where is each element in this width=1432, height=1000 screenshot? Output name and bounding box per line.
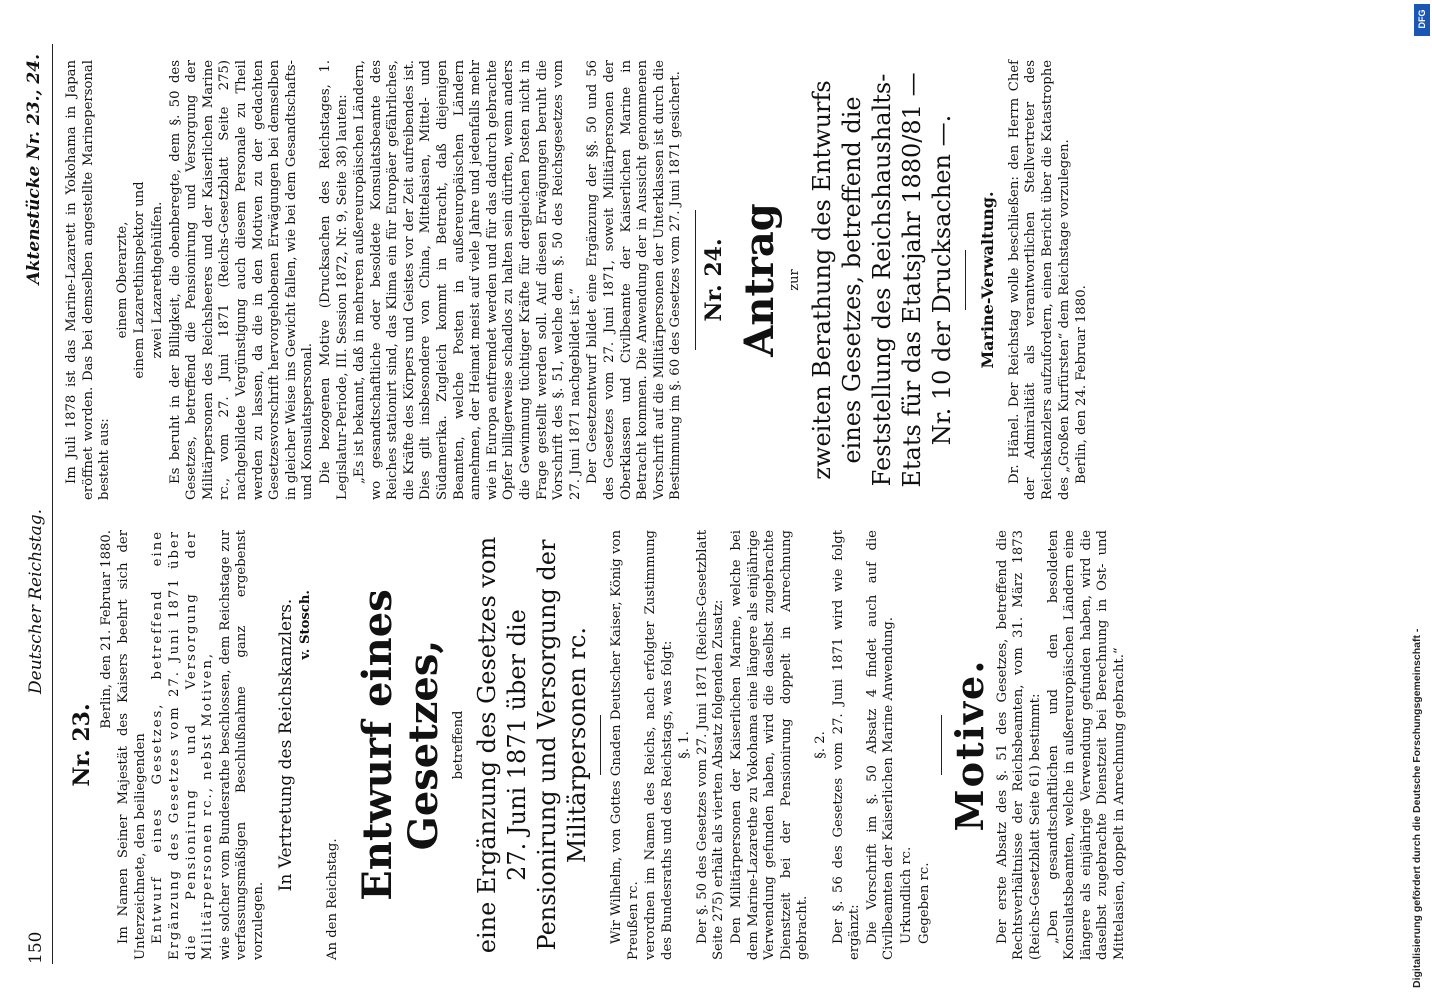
dfg-logo-text: DFG [1417,9,1427,29]
quoted-motive-paragraph: „Es ist bekannt, daß in mehreren außereuropäischen Ländern, wo gesandtschaftliche oder besoldete Konsulatsbeamte des Reiches stationirt sind, das Klima ein für Europäer gefährliches, die Kräfte des Körpers und Geistes vor der Zeit aufreibendes ist. Dies gilt insbesondere von China, Mittelasien, Mittel- und Südamerika. Zugleich kommt in Betracht, daß diejenigen Beamten, welche Posten in außereuropäischen Ländern annehmen, der Heimat meist auf viele Jahre und jedenfalls mehr wie in Europa entfremdet werden und für das dadurch gebrachte Opfer billigerweise schadlos zu halten sein dürften, wenn anders die Gewinnung tüchtiger Kräfte für dergleichen Posten nicht in Frage gestellt werden soll. Auf diesen Erwägungen beruht die Vorschrift des §. 51, welche dem §. 50 des Reichsgesetzes vom 27. Juni 1871 nachgebildet ist.“ [352,60,583,500]
staff-item: einem Oberarzte, [114,221,130,339]
preamble-continued: verordnen im Namen des Reichs, nach erfolgter Zustimmung des Bundesraths und des Reichstags, was folgt: [643,530,675,960]
marine-heading: Marine-Verwaltung. [978,191,998,369]
section-2-quote: Die Vorschrift im §. 50 Absatz 4 findet auch auf die Civilbeamten der Kaiserlichen Marine Anwendung. [864,530,897,960]
lazarett-paragraph: Im Juli 1878 ist das Marine-Lazarett in Yokohama in Japan eröffnet worden. Das bei demselben angestellte Marinepersonal besteht aus: [64,60,113,500]
section-1-text: Der §. 50 des Gesetzes vom 27. Juni 1871 (Reichs-Gesetzblatt Seite 275) erhält als vierten Absatz folgenden Zusatz: [694,530,727,960]
addressee: An den Reichstag. [324,838,340,960]
divider [941,715,942,775]
vertretung-line: In Vertretung des Reichskanzlers. [275,598,296,892]
gegeben: Gegeben rc. [916,862,932,944]
antrag-zur: zur [786,269,802,291]
section-1-quote: Den Militärpersonen der Kaiserlichen Marine, welche bei dem Marine-Lazarethe zu Yokohama eine längere als einjährige Verwendung gefunden haben, wird die daselbst zugebrachte Dienstzeit bei der Pensionirung doppelt in Anrechnung gebracht. [729,530,811,960]
section-1-heading: §. 1. [677,731,693,759]
dfg-logo [1414,4,1430,36]
draft-subtitle: betreffend [451,710,467,780]
divider [965,250,966,310]
left-column [64,530,1130,960]
right-column [64,60,1092,500]
antrag-topic: zweiten Berathung des Entwurfs eines Gesetzes, betreffend die Feststellung des Reichshaushalts-Etats für das Etatsjahr 1880/81 — Nr. 10 der Drucksachen —. [808,72,957,488]
header-title: Deutscher Reichstag. [26,509,46,694]
intro-end-text: wie solcher vom Bundesrathe beschlossen, dem Reichstage zur verfassungsmäßigen Beschlußnahme ganz ergebenst vorzulegen. [217,530,266,960]
dateline: Berlin, den 21. Februar 1880. [98,530,114,729]
motive-paragraph-1: Der erste Absatz des §. 51 des Gesetzes, betreffend die Rechtsverhältnisse der Reichsbeamten, vom 31. März 1873 (Reichs-Gesetzblatt Seite 61) bestimmt: [994,530,1043,960]
doc-number-23: Nr. 23. [69,703,95,787]
intro-spaced-text: Entwurf eines Gesetzes, betreffend eine Ergänzung des Gesetzes vom 27. Juni 1871 über die Pensionirung und Versorgung der Militärpersonen rc., nebst Motiven, [150,530,216,960]
staff-item: zwei Lazarethgehülfen. [149,201,165,359]
staff-item: einem Lazarethinspektor und [132,181,148,379]
preamble: Wir Wilhelm, von Gottes Gnaden Deutscher Kaiser, König von Preußen rc. [608,530,641,960]
page-number: 150 [26,931,46,964]
section-2-heading: §. 2. [813,731,829,759]
digitization-note [1402,0,1432,1000]
billigkeit-paragraph: Es beruht in der Billigkeit, die obenberegte, dem §. 50 des Gesetzes, betreffend die Pensionirung und Versorgung der Militärpersonen des Reichsheeres und der Kaiserlichen Marine rc., vom 27. Juni 1871 (Reichs-Gesetzblatt Seite 275) nachgebildete Vergünstigung auch diesem Personale zu Theil werden zu lassen, da die in den Motiven zu der gedachten Gesetzesvorschrift hervorgehobenen Erwägungen bei demselben in gleicher Weise ins Gewicht fallen, wie bei dem Gesandtschafts- und Konsulatspersonal. [167,60,316,500]
motive-reference-paragraph: Die bezogenen Motive (Drucksachen des Reichstages, 1. Legislatur-Periode, III. Session 1872, Nr. 9, Seite 38) lauten: [317,60,350,500]
divider [695,210,696,350]
gesetzentwurf-paragraph: Der Gesetzentwurf bildet eine Ergänzung der §§. 50 und 56 des Gesetzes vom 27. Juni 1871, soweit Militärpersonen der Oberklassen und Civilbeamte der Kaiserlichen Marine in Betracht kommen. Die Anwendung der in Aussicht genommenen Vorschrift auf die Militärpersonen der Unterklassen ist durch die Bestimmung im §. 60 des Gesetzes vom 27. Juni 1871 gesichert. [585,60,684,500]
intro-text: Im Namen Seiner Majestät des Kaisers beehrt sich der Unterzeichnete, den beiliegenden [116,530,148,960]
header-documents: Aktenstücke Nr. 23., 24. [24,54,44,285]
section-2-text: Der §. 56 des Gesetzes vom 27. Juni 1871 wird wie folgt ergänzt: [830,530,863,960]
signature: v. Stosch. [298,590,314,660]
digitization-note-text: Digitalisierung gefördert durch die Deutsche Forschungsgemeinschaft - [1411,628,1423,988]
running-header [14,44,53,964]
urkundlich: Urkundlich rc. [899,846,914,944]
divider [600,715,601,775]
motive-heading: Motive. [947,658,993,832]
draft-title: Entwurf eines Gesetzes, [354,589,448,901]
doc-number-24: Nr. 24. [700,238,727,322]
draft-topic: eine Ergänzung des Gesetzes vom 27. Juni 1871 über die Pensionirung und Versorgung der Militärpersonen rc. [472,536,591,954]
haenel-motion: Dr. Hänel. Der Reichstag wolle beschließen: den Herrn Chef der Admiralität als verantwortlichen Stellvertreter des Reichskanzlers aufzufordern, einen Bericht über die Katastrophe des „Großen Kurfürsten“ dem Reichstage vorzulegen. [1006,60,1072,500]
motive-paragraph-2: „Den gesandtschaftlichen und den besoldeten Konsulatsbeamten, welche in außereuropäischen Ländern eine längere als einjährige Verwendung gefunden haben, wird die daselbst zugebrachte Dienstzeit bei Berechnung in Ost- und Mittelasien, doppelt in Anrechnung gebracht.“ [1045,530,1127,960]
date-line-2: Berlin, den 24. Februar 1880. [1074,285,1090,484]
antrag-heading: Antrag [735,203,783,357]
